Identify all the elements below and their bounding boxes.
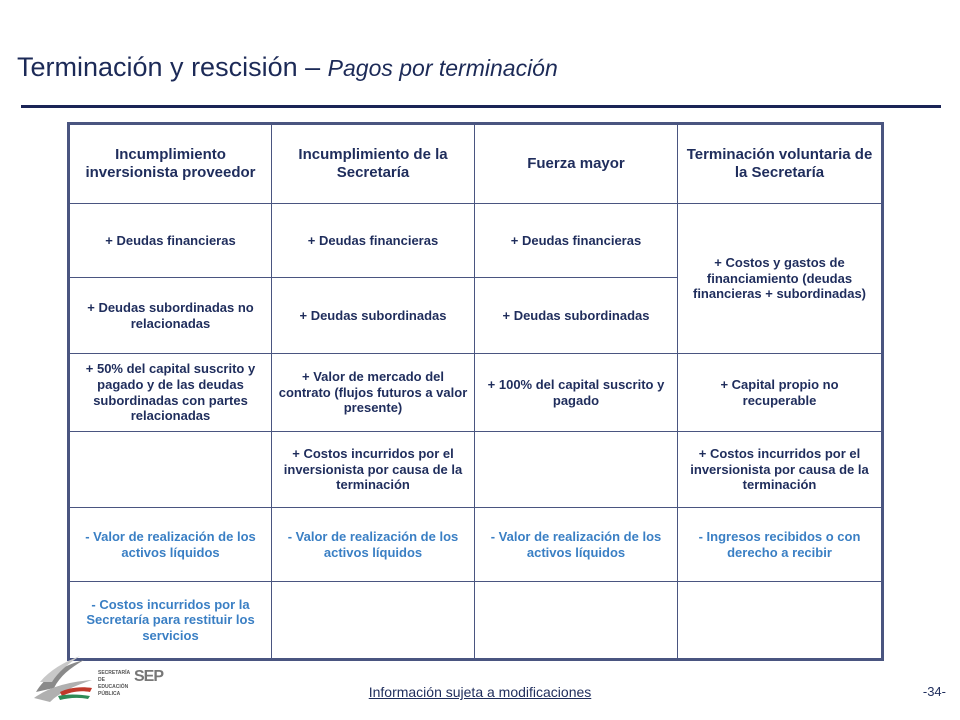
- logo-line: SECRETARÍA DE: [98, 670, 130, 683]
- table-cell: + Deudas subordinadas: [272, 278, 475, 354]
- logo-line: EDUCACIÓN: [98, 684, 129, 690]
- header-cell: Incumplimiento de la Secretaría: [272, 124, 475, 204]
- table-cell: + Costos incurridos por el inversionista por causa de la terminación: [678, 432, 883, 508]
- slide-title: [17, 52, 558, 83]
- header-cell: Terminación voluntaria de la Secretaría: [678, 124, 883, 204]
- page-number: -34-: [922, 684, 946, 699]
- table-cell: - Valor de realización de los activos líquidos: [272, 508, 475, 582]
- table-cell: + Deudas financieras: [272, 204, 475, 278]
- table-cell: + Costos incurridos por el inversionista por causa de la terminación: [272, 432, 475, 508]
- table-cell: + 50% del capital suscrito y pagado y de las deudas subordinadas con partes relacionadas: [69, 354, 272, 432]
- table-row: [69, 204, 883, 278]
- slide-title-main: Terminación y rescisión –: [17, 52, 321, 82]
- table-cell: + Valor de mercado del contrato (flujos futuros a valor presente): [272, 354, 475, 432]
- table-cell: - Ingresos recibidos o con derecho a recibir: [678, 508, 883, 582]
- table-cell: + Deudas subordinadas no relacionadas: [69, 278, 272, 354]
- table-header-row: [69, 124, 883, 204]
- table-cell: - Valor de realización de los activos líquidos: [475, 508, 678, 582]
- logo-mark: SEP: [134, 668, 164, 685]
- title-divider: [21, 105, 941, 108]
- header-cell: Incumplimiento inversionista proveedor: [69, 124, 272, 204]
- table-row: [69, 508, 883, 582]
- table-cell: [678, 582, 883, 660]
- table-cell: - Valor de realización de los activos líquidos: [69, 508, 272, 582]
- table-row: [69, 432, 883, 508]
- table-row: [69, 582, 883, 660]
- table-cell: - Costos incurridos por la Secretaría para restituir los servicios: [69, 582, 272, 660]
- table-cell: + Capital propio no recuperable: [678, 354, 883, 432]
- header-cell: Fuerza mayor: [475, 124, 678, 204]
- logo-line: PÚBLICA: [98, 691, 121, 697]
- termination-payments-table: [67, 122, 884, 661]
- table-cell: + Deudas financieras: [69, 204, 272, 278]
- slide-title-sub: Pagos por terminación: [327, 55, 558, 81]
- table-cell: [69, 432, 272, 508]
- footer-note: Información sujeta a modificaciones: [368, 684, 592, 700]
- table-row: [69, 354, 883, 432]
- table-cell: + Deudas financieras: [475, 204, 678, 278]
- table-cell: [475, 582, 678, 660]
- table-cell: + 100% del capital suscrito y pagado: [475, 354, 678, 432]
- table-cell: + Costos y gastos de financiamiento (deudas financieras + subordinadas): [678, 204, 883, 354]
- table-cell: + Deudas subordinadas: [475, 278, 678, 354]
- table-cell: [475, 432, 678, 508]
- table-cell: [272, 582, 475, 660]
